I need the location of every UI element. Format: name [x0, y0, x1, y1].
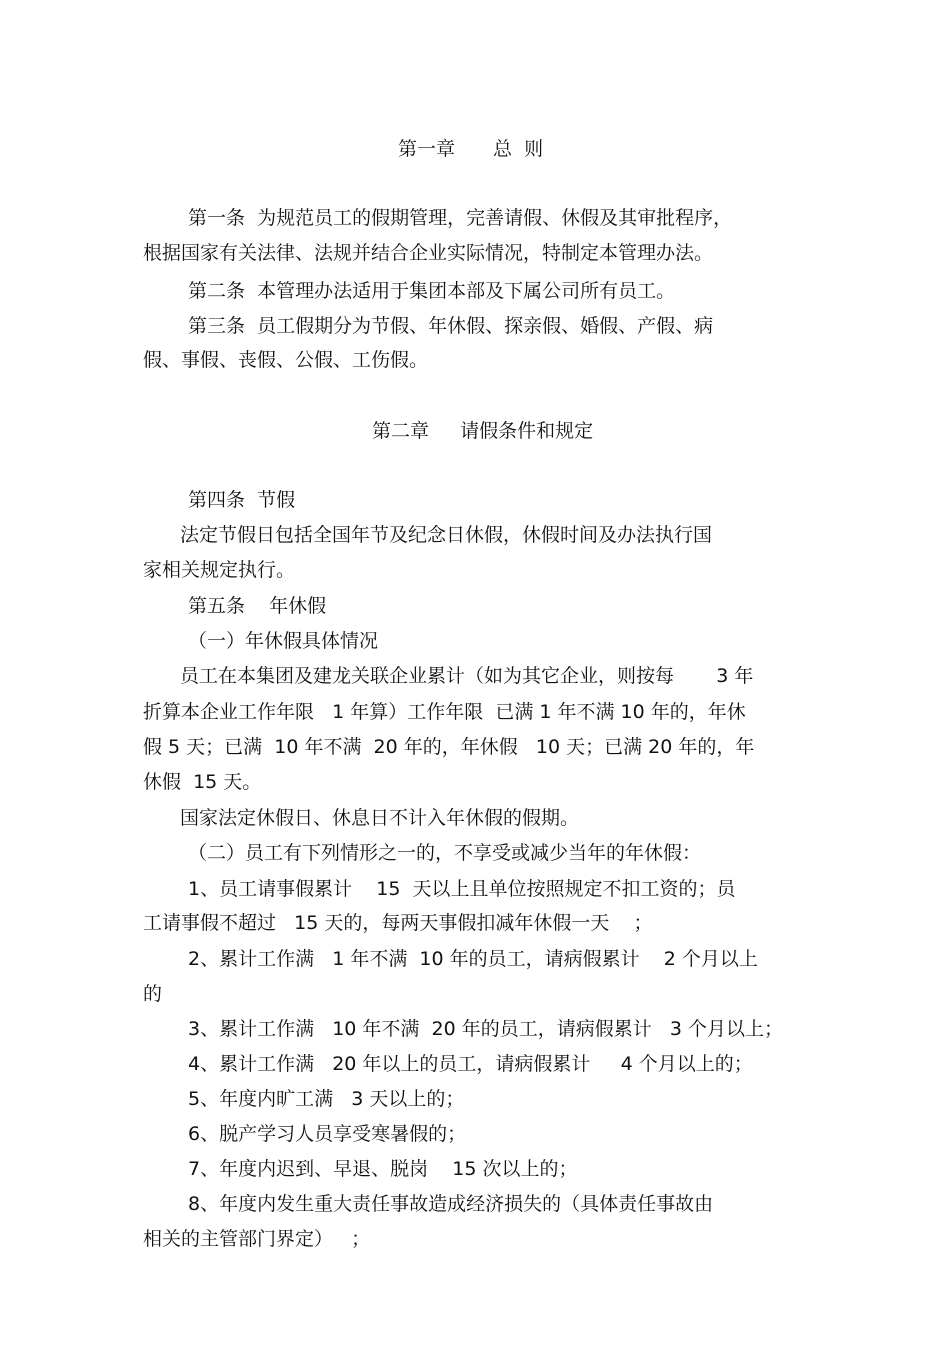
section-1-title: （一）年休假具体情况	[188, 630, 379, 652]
section-2-title: （二）员工有下列情形之一的，不享受或减少当年的年休假：	[188, 842, 702, 864]
article-2: 第二条 本管理办法适用于集团本部及下属公司所有员工。	[188, 280, 676, 302]
section-1-line-3: 假 5 天；已满 10 年不满 20 年的，年休假 10 天；已满 20 年的，年	[143, 736, 755, 758]
item-8-line-2: 相关的主管部门界定） ；	[143, 1228, 371, 1250]
chapter-1-heading: 第一章 总 则	[398, 138, 544, 160]
article-4-line-2: 家相关规定执行。	[143, 559, 296, 581]
item-8-line-1: 8、年度内发生重大责任事故造成经济损失的（具体责任事故由	[188, 1193, 714, 1215]
article-4-title: 第四条 节假	[188, 489, 296, 511]
article-4-line-1: 法定节假日包括全国年节及纪念日休假，休假时间及办法执行国	[180, 524, 713, 546]
item-6: 6、脱产学习人员享受寒暑假的；	[188, 1123, 467, 1145]
item-4: 4、累计工作满 20 年以上的员工，请病假累计 4 个月以上的；	[188, 1053, 753, 1075]
item-7: 7、年度内迟到、早退、脱岗 15 次以上的；	[188, 1158, 578, 1180]
article-1-line-2: 根据国家有关法律、法规并结合企业实际情况，特制定本管理办法。	[143, 242, 714, 264]
article-3-line-1: 第三条 员工假期分为节假、年休假、探亲假、婚假、产假、病	[188, 315, 714, 337]
section-1-line-2: 折算本企业工作年限 1 年算）工作年限 已满 1 年不满 10 年的，年休	[143, 701, 746, 723]
chapter-2-heading: 第二章 请假条件和规定	[372, 420, 594, 442]
section-1-line-1: 员工在本集团及建龙关联企业累计（如为其它企业，则按每 3 年	[180, 665, 754, 687]
item-1-line-2: 工请事假不超过 15 天的，每两天事假扣减年休假一天 ；	[143, 912, 653, 934]
item-5: 5、年度内旷工满 3 天以上的；	[188, 1088, 465, 1110]
section-1-line-4: 休假 15 天。	[143, 771, 262, 793]
item-1-line-1: 1、员工请事假累计 15 天以上且单位按照规定不扣工资的；员	[188, 878, 736, 900]
article-3-line-2: 假、事假、丧假、公假、工伤假。	[143, 349, 429, 371]
item-2-line-2: 的	[143, 983, 163, 1005]
holiday-note: 国家法定休假日、休息日不计入年休假的假期。	[180, 807, 580, 829]
article-1-line-1: 第一条 为规范员工的假期管理，完善请假、休假及其审批程序，	[188, 207, 733, 229]
item-2-line-1: 2、累计工作满 1 年不满 10 年的员工，请病假累计 2 个月以上	[188, 948, 758, 970]
item-3: 3、累计工作满 10 年不满 20 年的员工，请病假累计 3 个月以上；	[188, 1018, 783, 1040]
article-5-title: 第五条 年休假	[188, 595, 327, 617]
